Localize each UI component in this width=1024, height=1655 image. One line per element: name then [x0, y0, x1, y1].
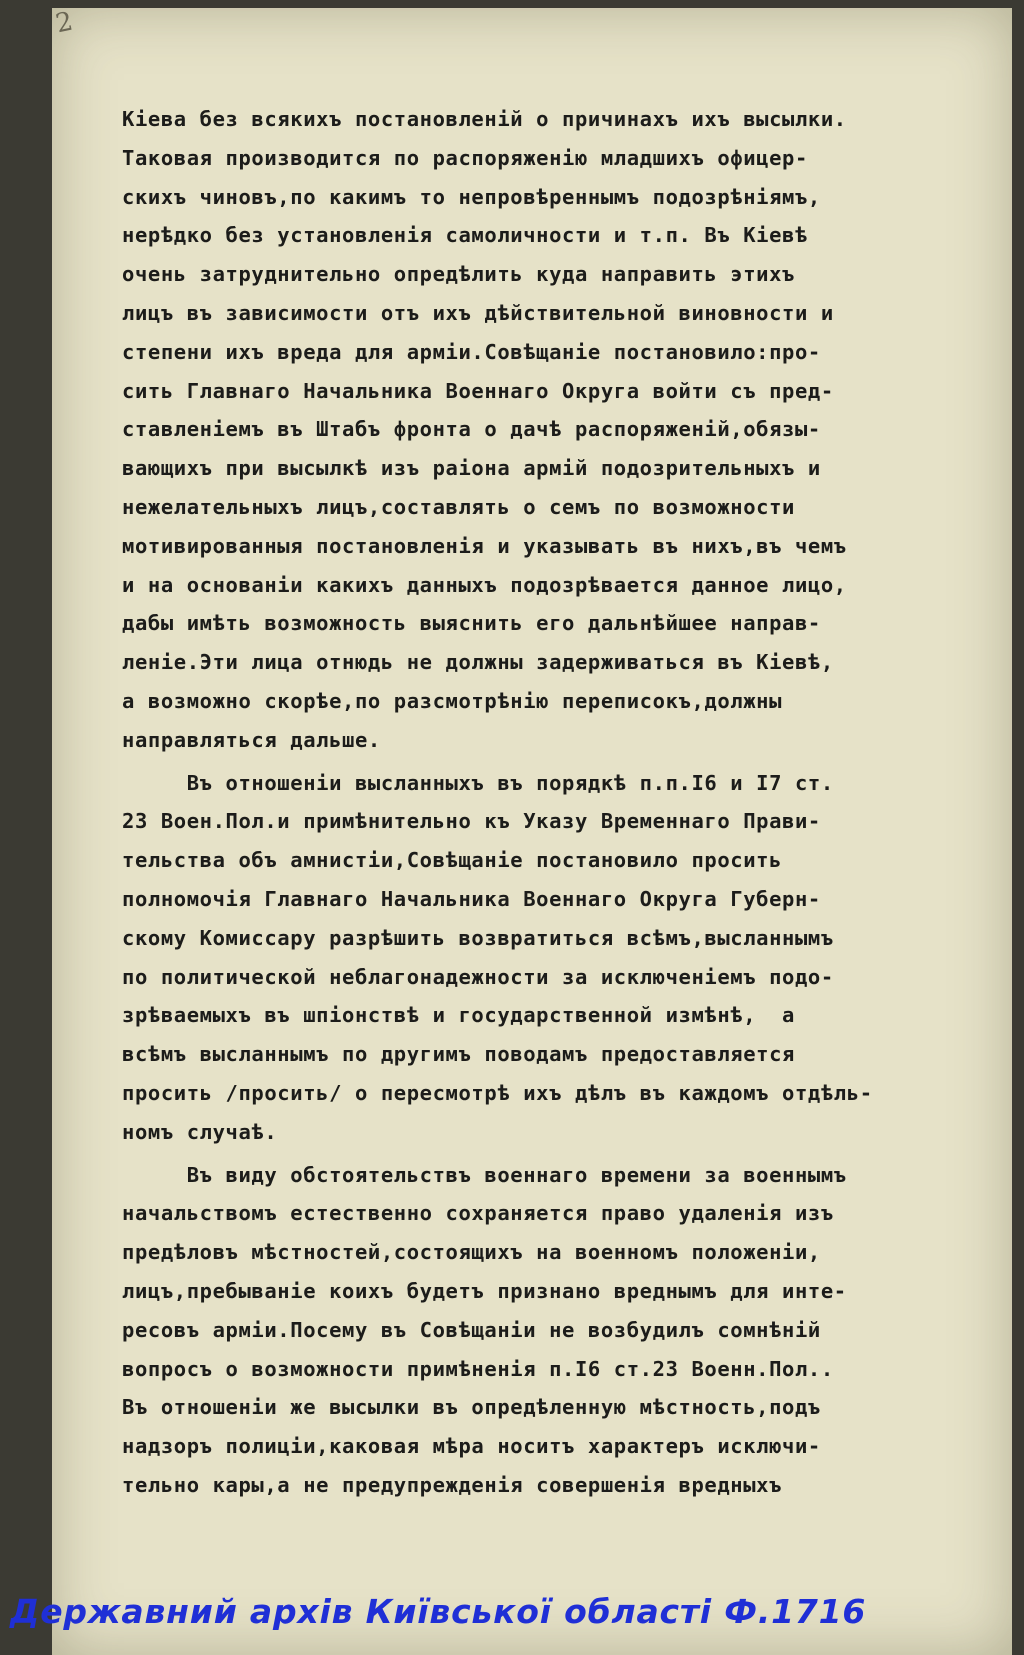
text-line: сить Главнаго Начальника Военнаго Округа войти съ пред- [122, 378, 834, 403]
text-line: степени ихъ вреда для армiи.Совѣщанiе постановило:про- [122, 339, 821, 364]
text-line: вающихъ при высылкѣ изъ раiона армiй подозрительныхъ и [122, 456, 821, 481]
paragraph-2 [122, 764, 1002, 1152]
text-line: начальствомъ естественно сохраняется право удаленiя изъ [122, 1201, 834, 1226]
text-line: направляться дальше. [122, 727, 381, 752]
text-line: Въ отношенiи высланныхъ въ порядкѣ п.п.I6 и I7 ст. [122, 770, 834, 795]
text-line: номъ случаѣ. [122, 1119, 278, 1144]
text-line: а возможно скорѣе,по разсмотрѣнiю переписокъ,должны [122, 688, 783, 713]
text-line: лицъ въ зависимости отъ ихъ дѣйствительной виновности и [122, 300, 834, 325]
text-line: просить /просить/ о пересмотрѣ ихъ дѣлъ въ каждомъ отдѣль- [122, 1080, 873, 1105]
text-line: мотивированныя постановленiя и указывать въ нихъ,въ чемъ [122, 533, 847, 558]
text-line: нежелательныхъ лицъ,составлять о семъ по возможности [122, 494, 795, 519]
text-line: предѣловъ мѣстностей,состоящихъ на военномъ положенiи, [122, 1240, 821, 1265]
text-line: тельства объ амнистiи,Совѣщанiе постановило просить [122, 848, 783, 873]
text-line: нерѣдко без установленiя самоличности и т.п. Въ Кiевѣ [122, 223, 808, 248]
text-line: зрѣваемыхъ въ шпiонствѣ и государственной измѣнѣ, а [122, 1003, 795, 1028]
archive-watermark: Державний архів Київської області Ф.1716 [10, 1592, 867, 1631]
text-line: Кiева без всякихъ постановленiй о причинахъ ихъ высылки. [122, 107, 847, 131]
text-line: тельно кары,а не предупрежденiя совершенiя вредныхъ [122, 1472, 783, 1497]
paragraph-1 [122, 100, 1002, 760]
text-line: полномочiя Главнаго Начальника Военнаго Округа Губерн- [122, 886, 821, 911]
text-line: дабы имѣть возможность выяснить его дальнѣйшее направ- [122, 611, 821, 636]
text-line: по политической неблагонадежности за исключенiемъ подо- [122, 964, 834, 989]
page-number-mark: 2 [53, 6, 76, 40]
text-line: очень затруднительно опредѣлить куда направить этихъ [122, 262, 795, 287]
text-line: ленiе.Эти лица отнюдь не должны задерживаться въ Кiевѣ, [122, 650, 834, 675]
document-page [52, 8, 1012, 1655]
text-line: надзоръ полицiи,каковая мѣра носитъ характеръ исключи- [122, 1434, 821, 1459]
text-line: скому Комиссару разрѣшить возвратиться всѣмъ,высланнымъ [122, 925, 834, 950]
text-line: ставленiемъ въ Штабъ фронта о дачѣ распоряженiй,обязы- [122, 417, 821, 442]
text-line: и на основанiи какихъ данныхъ подозрѣвается данное лицо, [122, 572, 847, 597]
text-line: лицъ,пребыванiе коихъ будетъ признано вреднымъ для инте- [122, 1278, 847, 1303]
text-line: Въ отношенiи же высылки въ опредѣленную мѣстность,подъ [122, 1395, 821, 1420]
text-line: Въ виду обстоятельствъ военнаго времени за военнымъ [122, 1162, 847, 1187]
paragraph-3 [122, 1156, 1002, 1505]
text-line: Таковая производится по распоряженiю младшихъ офицер- [122, 145, 808, 170]
text-line: ресовъ армiи.Посему въ Совѣщанiи не возбудилъ сомнѣнiй [122, 1317, 821, 1342]
text-line: 23 Воен.Пол.и примѣнительно къ Указу Временнаго Прави- [122, 809, 821, 834]
text-line: всѣмъ высланнымъ по другимъ поводамъ предоставляется [122, 1042, 795, 1067]
text-line: скихъ чиновъ,по какимъ то непровѣреннымъ подозрѣнiямъ, [122, 184, 821, 209]
text-line: вопросъ о возможности примѣненiя п.I6 ст.23 Военн.Пол.. [122, 1356, 834, 1381]
typewritten-body [122, 100, 1002, 1505]
